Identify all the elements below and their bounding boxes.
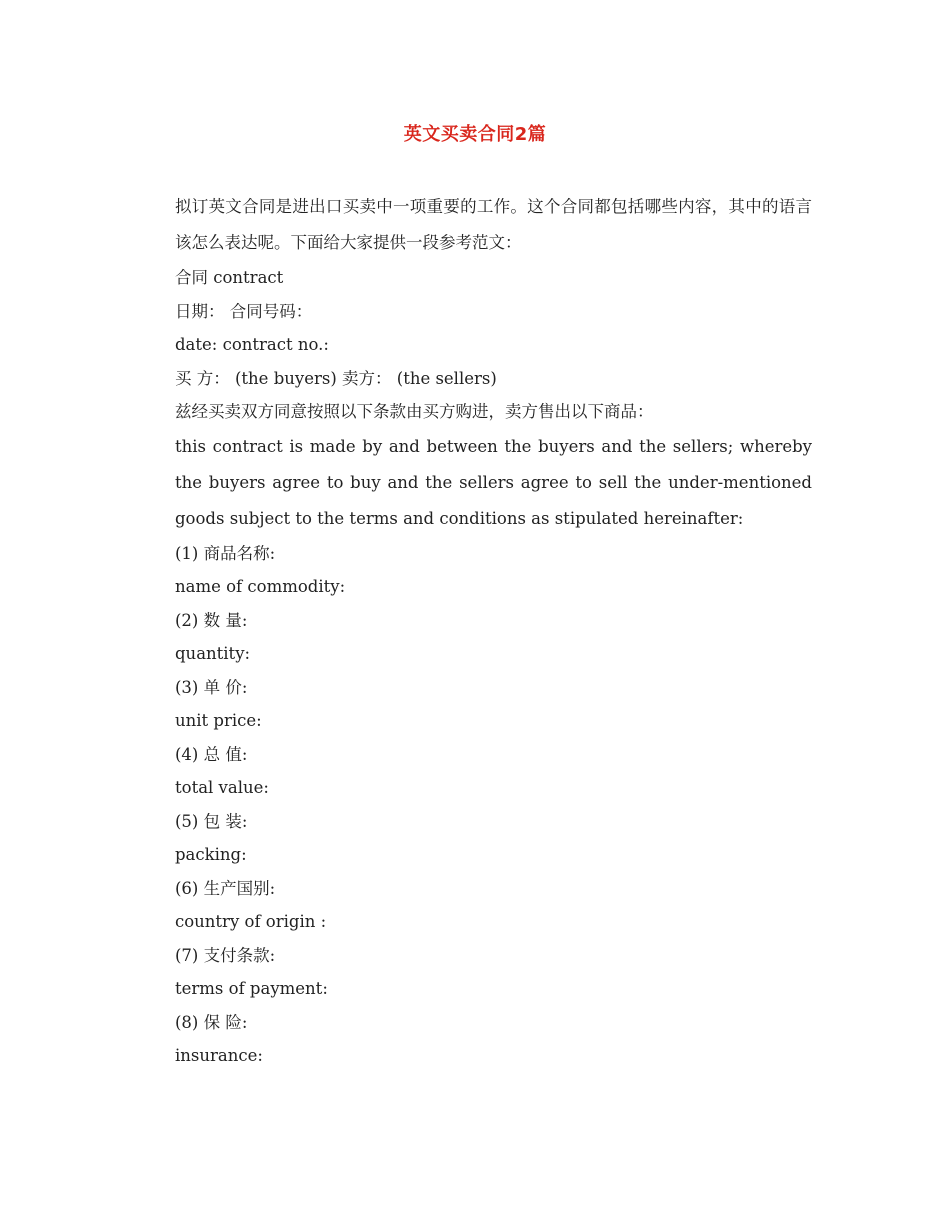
item-7-cn: (7) 支付条款: xyxy=(175,945,276,965)
item-4-en: total value: xyxy=(175,778,269,797)
item-1-en: name of commodity: xyxy=(175,577,346,596)
item-8-cn: (8) 保 险: xyxy=(175,1012,248,1032)
item-7-en: terms of payment: xyxy=(175,979,328,998)
line-parties: 买 方： (the buyers) 卖方： (the sellers) xyxy=(175,368,497,388)
item-5-cn: (5) 包 装: xyxy=(175,811,248,831)
item-2-en: quantity: xyxy=(175,644,251,663)
item-8-en: insurance: xyxy=(175,1046,263,1065)
line-date-en: date: contract no.: xyxy=(175,335,329,354)
item-1-cn: (1) 商品名称: xyxy=(175,543,276,563)
item-5-en: packing: xyxy=(175,845,247,864)
intro-paragraph: 拟订英文合同是进出口买卖中一项重要的工作。这个合同都包括哪些内容，其中的语言该怎么表达呢。下面给大家提供一段参考范文： xyxy=(175,197,812,252)
item-4-cn: (4) 总 值: xyxy=(175,744,248,764)
document-title: 英文买卖合同2篇 xyxy=(403,124,547,145)
item-2-cn: (2) 数 量: xyxy=(175,610,248,630)
item-3-cn: (3) 单 价: xyxy=(175,677,248,697)
line-contract: 合同 contract xyxy=(175,268,284,287)
line-agreement-cn: 兹经买卖双方同意按照以下条款由买方购进，卖方售出以下商品： xyxy=(175,402,654,421)
line-date-cn: 日期： 合同号码： xyxy=(175,301,313,321)
document-body xyxy=(138,189,812,1073)
item-6-en: country of origin : xyxy=(175,912,327,931)
english-clause: this contract is made by and between the buyers and the sellers; whereby the buyers agree to buy and the sellers agree to sell the under-mentioned goods subject to the terms and conditions as stipulated hereinafter: xyxy=(175,436,812,528)
item-3-en: unit price: xyxy=(175,711,262,730)
item-6-cn: (6) 生产国别: xyxy=(175,878,276,898)
